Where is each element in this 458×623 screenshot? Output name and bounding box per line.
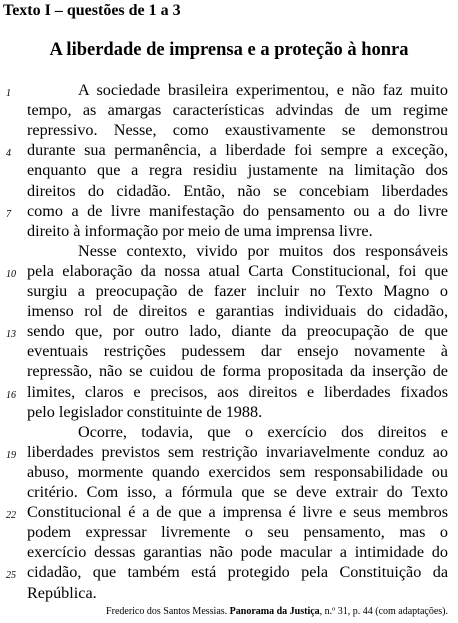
text-line: Nesse contexto, vivido por muitos dos responsáveis <box>78 241 448 260</box>
text-line: sendo que, por outro lado, diante da preocupação de que <box>27 322 448 341</box>
text-line: Ocorre, todavia, que o exercício dos direitos e <box>78 422 448 441</box>
line-number: 4 <box>6 148 11 160</box>
text-line: imenso rol de direitos e garantias individuais do cidadão, <box>27 302 448 321</box>
text-line: tempo, as amargas características advindas de um regime <box>27 101 448 120</box>
line-number: 7 <box>6 208 11 220</box>
line-number: 13 <box>6 329 16 341</box>
line-number: 10 <box>6 268 16 280</box>
citation-author: Frederico dos Santos Messias. <box>106 606 228 617</box>
line-number: 1 <box>6 88 11 99</box>
text-line: cidadão, que também está protegido pela Constituição da <box>27 563 448 582</box>
text-line: liberdades previstos sem restrição invariavelmente conduz ao <box>27 442 448 461</box>
text-line: repressão, não se cuidou de forma propositada da inserção de <box>27 362 448 381</box>
text-line: como a de livre manifestação do pensamento ou a do livre <box>27 201 448 220</box>
text-line: direito à informação por meio de uma imprensa livre. <box>27 221 373 240</box>
text-line: limites, claros e precisos, aos direitos e liberdades fixados <box>27 382 448 401</box>
text-line: República. <box>27 583 97 602</box>
citation <box>106 605 448 619</box>
citation-source: Panorama da Justiça <box>229 606 320 617</box>
text-line: repressivo. Nesse, como exaustivamente se demonstrou <box>27 121 448 140</box>
text-line: pela elaboração da nossa atual Carta Constitucional, foi que <box>27 261 448 280</box>
line-number: 22 <box>6 510 16 522</box>
text-line: enquanto que a regra residiu justamente na limitação dos <box>27 161 448 180</box>
line-number: 19 <box>6 449 16 461</box>
text-line: critério. Com isso, a fórmula que se deve extrair do Texto <box>27 483 448 501</box>
text-line: A sociedade brasileira experimentou, e não faz muito <box>78 81 448 99</box>
text-line: surgiu a preocupação de fazer incluir no Texto Magno o <box>27 282 448 300</box>
text-line: abuso, mormente quando exercidos sem responsabilidade ou <box>27 462 448 481</box>
text-line: durante sua permanência, a liberdade foi sempre a exceção, <box>27 141 448 160</box>
text-title: A liberdade de imprensa e a proteção à honra <box>49 40 409 60</box>
text-line: eventuais restrições pudessem dar ensejo novamente à <box>27 342 448 361</box>
text-line: podem expressar livremente o seu pensamento, mas o <box>27 523 448 542</box>
citation-details: , n.º 31, p. 44 (com adaptações). <box>319 606 448 617</box>
text-line: pelo legislador constituinte de 1988. <box>27 402 263 421</box>
line-number: 25 <box>6 570 16 582</box>
text-line: exercício dessas garantias não pode macular a intimidade do <box>27 543 448 562</box>
section-header: Texto I – questões de 1 a 3 <box>3 2 181 19</box>
line-number: 16 <box>6 389 16 401</box>
text-line: direitos do cidadão. Então, não se concebiam liberdades <box>27 181 448 200</box>
text-line: Constitucional é a de que a imprensa é livre e seus membros <box>27 503 448 522</box>
